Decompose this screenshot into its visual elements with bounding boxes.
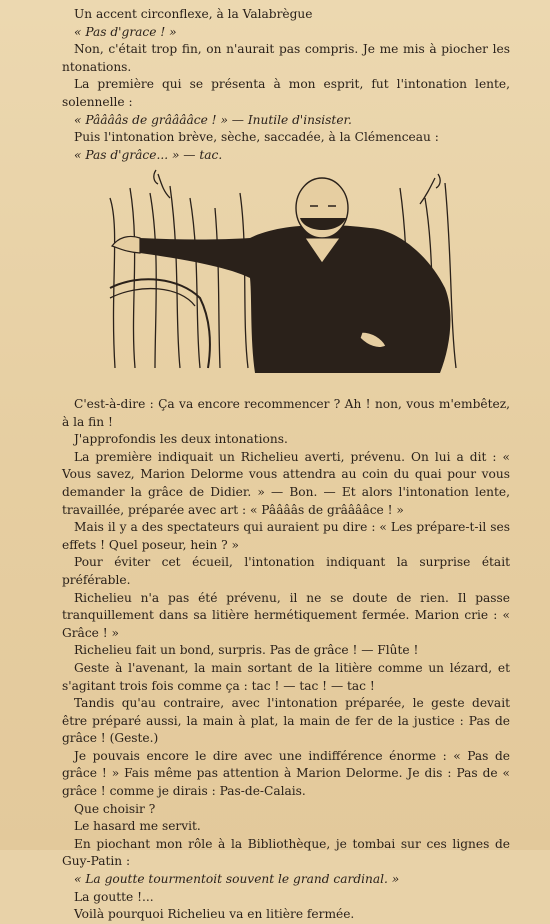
bottom-text-block bbox=[62, 396, 510, 924]
paragraph: Richelieu n'a pas été prévenu, il ne se doute de rien. Il passe tranquillement dans sa litière hermétiquement fermée. Marion crie : « Grâce ! » bbox=[62, 590, 510, 640]
paragraph: Tandis qu'au contraire, avec l'intonation préparée, le geste devait être préparé aussi, la main à plat, la main de fer de la justice : Pas de grâce ! (Geste.) bbox=[62, 696, 510, 746]
paragraph: « Pââââs de grââââce ! » — Inutile d'insister. bbox=[74, 112, 352, 127]
paragraph: Richelieu fait un bond, surpris. Pas de grâce ! — Flûte ! bbox=[74, 643, 419, 658]
paragraph: Pour éviter cet écueil, l'intonation indiquant la surprise était préférable. bbox=[62, 555, 510, 587]
paragraph: Geste à l'avenant, la main sortant de la litière comme un lézard, et s'agitant trois fois comme ça : tac ! — tac ! — tac ! bbox=[62, 660, 510, 693]
paragraph: Que choisir ? bbox=[74, 801, 156, 816]
paragraph: Mais il y a des spectateurs qui auraient pu dire : « Les prépare-t-il ses effets ! Quel poseur, hein ? » bbox=[62, 520, 510, 552]
paragraph: « Pas d'grâce... » — tac. bbox=[74, 147, 223, 162]
paragraph: Voilà pourquoi Richelieu va en litière fermée. bbox=[74, 907, 355, 922]
paragraph: En piochant mon rôle à la Bibliothèque, je tombai sur ces lignes de Guy-Patin : bbox=[62, 836, 510, 869]
paragraph: C'est-à-dire : Ça va encore recommencer ? Ah ! non, vous m'embêtez, à la fin ! bbox=[62, 397, 510, 429]
paragraph: Puis l'intonation brève, sèche, saccadée, à la Clémenceau : bbox=[74, 130, 439, 145]
paragraph: La première indiquait un Richelieu averti, prévenu. On lui a dit : « Vous savez, Marion Delorme vous attendra au coin du quai pour vous demander la grâce de Didier. » — Bon. — Et alors l'intonation lente, travaillée, préparée avec art : « Pââââs de grââââce ! » bbox=[62, 449, 510, 517]
paragraph: Un accent circonflexe, à la Valabrègue bbox=[74, 7, 313, 21]
paragraph: « Pas d'grace ! » bbox=[74, 24, 177, 39]
paragraph: Non, c'était trop fin, on n'aurait pas compris. Je me mis à piocher les ntonations. bbox=[62, 42, 510, 74]
top-text-block bbox=[62, 6, 510, 164]
paragraph: Le hasard me servit. bbox=[74, 819, 201, 834]
richelieu-illustration bbox=[100, 168, 465, 373]
paragraph: La première qui se présenta à mon esprit, fut l'intonation lente, solennelle : bbox=[62, 77, 510, 109]
paragraph: J'approfondis les deux intonations. bbox=[74, 432, 288, 447]
paragraph: « La goutte tourmentoit souvent le grand cardinal. » bbox=[74, 872, 400, 887]
paragraph: La goutte !... bbox=[74, 889, 154, 904]
paragraph: Je pouvais encore le dire avec une indifférence énorme : « Pas de grâce ! » Fais même pas attention à Marion Delorme. Je dis : Pas de « grâce ! comme je dirais : Pas-de-Calais. bbox=[62, 748, 510, 799]
